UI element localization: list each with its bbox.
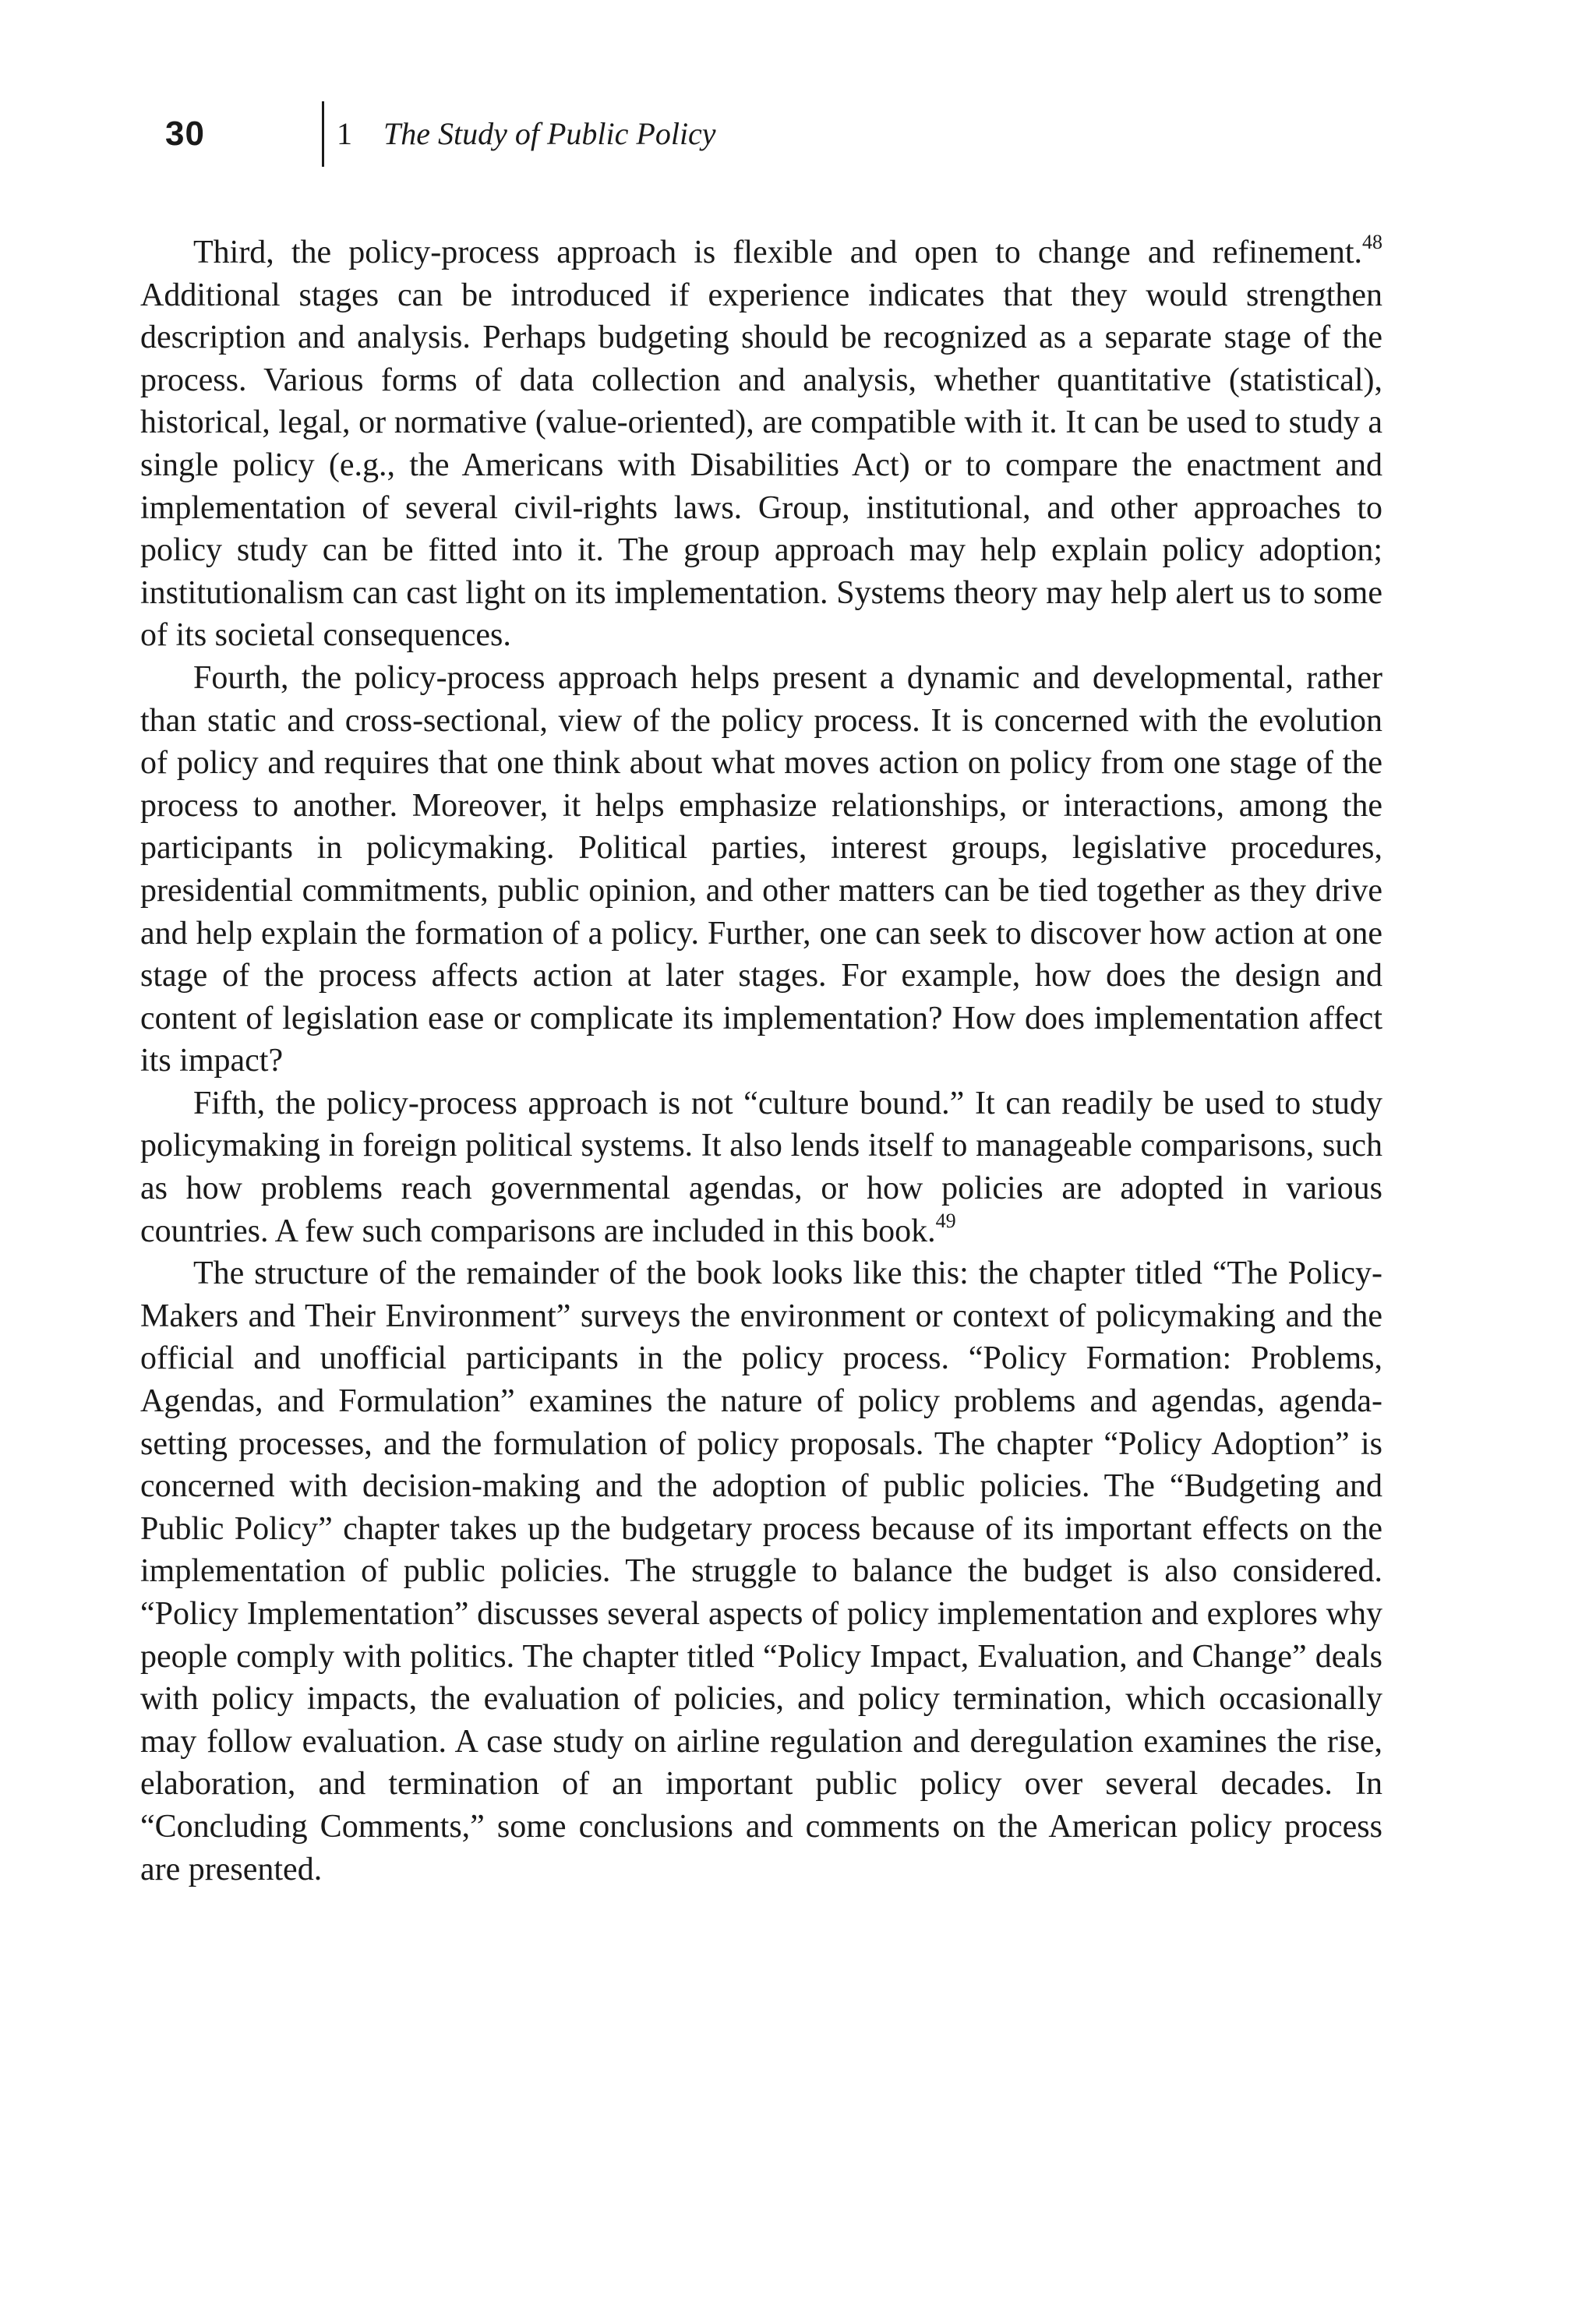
page-number: 30 [165, 115, 205, 153]
chapter-number: 1 [337, 116, 352, 151]
paragraph-text-continued: Additional stages can be introduced if experience indicates that they would strengthen description and analysis. Perhaps budgeting should be recognized as a separate stage of the process. Various forms of data collection and analysis, whether quantitative (statistical), historical, legal, or normative (value-oriented), are compatible with it. It can be used to study a single policy (e.g., the Americans with Disabilities Act) or to compare the enactment and implementation of several civil-rights laws. Group, institutional, and other approaches to policy study can be fitted into it. The group approach may help explain policy adoption; institutionalism can cast light on its implementation. Systems theory may help alert us to some of its societal consequences. [140, 277, 1382, 654]
paragraph-fourth [140, 657, 1382, 1082]
header-divider [322, 101, 324, 167]
paragraph-fifth [140, 1082, 1382, 1252]
chapter-title: The Study of Public Policy [383, 116, 716, 151]
paragraph-structure [140, 1252, 1382, 1891]
footnote-ref-49: 49 [935, 1209, 956, 1232]
paragraph-text: The structure of the remainder of the book looks like this: the chapter titled “The Policy-Makers and Their Environment” surveys the environment or context of policymaking and the official and unofficial participants in the policy process. “Policy Formation: Problems, Agendas, and Formulation” examines the nature of policy problems and agendas, agenda-setting processes, and the formulation of policy proposals. The chapter “Policy Adoption” is concerned with decision-making and the adoption of public policies. The “Budgeting and Public Policy” chapter takes up the budgetary process because of its important effects on the implementation of public policies. The struggle to balance the budget is also considered. “Policy Implementation” discusses several aspects of policy implementation and explores why people comply with politics. The chapter titled “Policy Impact, Evaluation, and Change” deals with policy impacts, the evaluation of policies, and policy termination, which occasionally may follow evaluation. A case study on airline regulation and deregulation examines the rise, elaboration, and termination of an important public policy over several decades. In “Concluding Comments,” some conclusions and comments on the American policy process are presented. [140, 1255, 1382, 1887]
paragraph-text: Fourth, the policy-process approach helps present a dynamic and developmental, rather than static and cross-sectional, view of the policy process. It is concerned with the evolution of policy and requires that one think about what moves action on policy from one stage of the process to another. Moreover, it helps emphasize relationships, or interactions, among the participants in policymaking. Political parties, interest groups, legislative procedures, presidential commitments, public opinion, and other matters can be tied together as they drive and help explain the formation of a policy. Further, one can seek to discover how action at one stage of the process affects action at later stages. For example, how does the design and content of legislation ease or complicate its implementation? How does implementation affect its impact? [140, 659, 1382, 1079]
paragraph-text: Fifth, the policy-process approach is not “culture bound.” It can readily be used to study policymaking in foreign political systems. It also lends itself to manageable comparisons, such as how problems reach governmental agendas, or how policies are adopted in various countries. A few such comparisons are included in this book. [140, 1085, 1382, 1249]
running-head [0, 101, 1596, 171]
body-text [140, 231, 1382, 1891]
paragraph-text: Third, the policy-process approach is flexible and open to change and refinement. [193, 235, 1362, 270]
paragraph-third [140, 231, 1382, 657]
footnote-ref-48: 48 [1362, 231, 1382, 253]
